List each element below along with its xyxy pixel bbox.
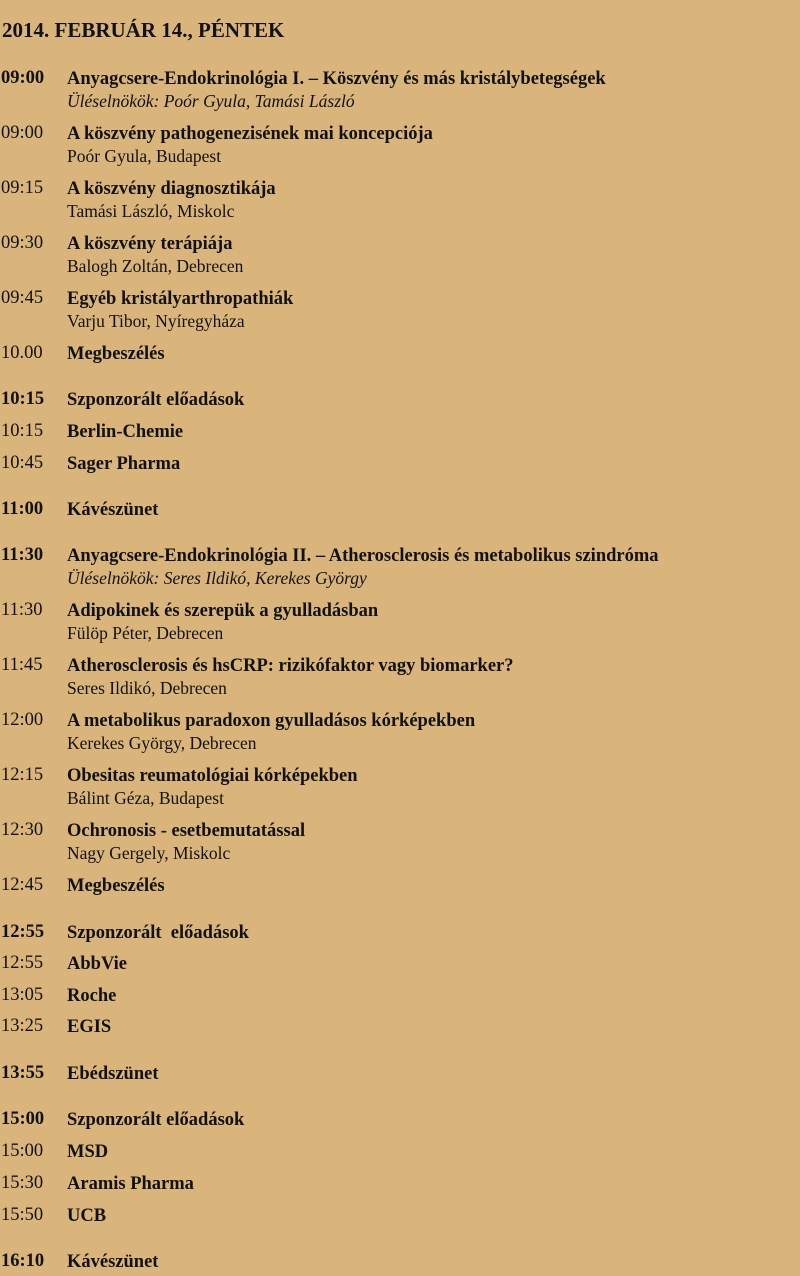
entry-content [67, 421, 800, 443]
entry-time: 10:15 [1, 389, 45, 409]
entry-time: 12:55 [1, 953, 44, 973]
entry-title: A köszvény terápiája [67, 234, 233, 254]
entry-time: 13:55 [1, 1063, 45, 1083]
entry-content [67, 1063, 800, 1085]
entry-time: 13:05 [1, 985, 44, 1005]
entry-title: A köszvény diagnosztikája [67, 179, 276, 199]
entry-title: MSD [67, 1142, 109, 1162]
entry-title: EGIS [67, 1017, 112, 1037]
entry-title: Ebédszünet [67, 1064, 159, 1084]
page-title: 2014. FEBRUÁR 14., PÉNTEK [2, 18, 285, 42]
entry-time: 12:55 [1, 922, 45, 942]
entry-title: Berlin-Chemie [67, 422, 184, 442]
entry-time: 11:00 [1, 499, 44, 519]
entry-time: 11:30 [1, 600, 43, 620]
entry-content [67, 499, 800, 521]
entry-content [67, 922, 800, 944]
entry-time: 11:30 [1, 545, 44, 565]
entry-title: Roche [67, 986, 117, 1006]
session-chairs: Üléselnökök: Seres Ildikó, Kerekes György [67, 568, 367, 588]
entry-speaker: Tamási László, Miskolc [67, 201, 235, 221]
entry-time: 09:45 [1, 288, 44, 308]
entry-speaker: Nagy Gergely, Miskolc [67, 843, 231, 863]
entry-content [67, 820, 800, 864]
entry-content [67, 453, 800, 475]
entry-time: 13:25 [1, 1016, 44, 1036]
entry-title: Obesitas reumatológiai kórképekben [67, 766, 358, 786]
entry-title: Szponzorált előadások [67, 390, 245, 410]
entry-content [67, 68, 800, 112]
entry-title: Ochronosis - esetbemutatással [67, 821, 306, 841]
entry-content [67, 710, 800, 754]
entry-content [67, 1141, 800, 1163]
entry-time: 12:15 [1, 765, 44, 785]
entry-title: AbbVie [67, 954, 127, 974]
entry-time: 11:45 [1, 655, 43, 675]
entry-speaker: Kerekes György, Debrecen [67, 733, 257, 753]
entry-title: A metabolikus paradoxon gyulladásos kórképekben [67, 711, 476, 731]
entry-time: 16:10 [1, 1251, 45, 1271]
entry-speaker: Seres Ildikó, Debrecen [67, 678, 227, 698]
entry-content [67, 288, 800, 332]
entry-speaker: Bálint Géza, Budapest [67, 788, 224, 808]
entry-content [67, 178, 800, 222]
entry-content [67, 765, 800, 809]
entry-time: 15:50 [1, 1205, 44, 1225]
entry-content [67, 343, 800, 365]
entry-speaker: Varju Tibor, Nyíregyháza [67, 311, 245, 331]
entry-time: 12:45 [1, 875, 44, 895]
entry-title: Kávészünet [67, 500, 159, 520]
entry-content [67, 123, 800, 167]
entry-title: Megbeszélés [67, 876, 165, 896]
entry-time: 10.00 [1, 343, 43, 363]
entry-title: Aramis Pharma [67, 1174, 194, 1194]
entry-content [67, 545, 800, 589]
entry-time: 09:00 [1, 123, 44, 143]
entry-speaker: Balogh Zoltán, Debrecen [67, 256, 244, 276]
entry-content [67, 875, 800, 897]
entry-time: 09:30 [1, 233, 44, 253]
entry-title: Anyagcsere-Endokrinológia II. – Atherosclerosis és metabolikus szindróma [67, 546, 659, 566]
entry-title: Anyagcsere-Endokrinológia I. – Köszvény és más kristálybetegségek [67, 69, 606, 89]
entry-title: A köszvény pathogenezisének mai koncepciója [67, 124, 433, 144]
entry-title: UCB [67, 1206, 107, 1226]
entry-time: 09:00 [1, 68, 45, 88]
entry-content [67, 655, 800, 699]
entry-speaker: Poór Gyula, Budapest [67, 146, 222, 166]
entry-time: 15:00 [1, 1109, 45, 1129]
entry-time: 15:00 [1, 1141, 44, 1161]
entry-content [67, 1205, 800, 1227]
entry-time: 12:00 [1, 710, 44, 730]
entry-time: 15:30 [1, 1173, 44, 1193]
entry-content [67, 985, 800, 1007]
entry-speaker: Fülöp Péter, Debrecen [67, 623, 224, 643]
entry-title: Megbeszélés [67, 344, 165, 364]
entry-title: Sager Pharma [67, 454, 181, 474]
entry-content [67, 600, 800, 644]
entry-title: Szponzorált előadások [67, 923, 249, 943]
entry-title: Adipokinek és szerepük a gyulladásban [67, 601, 379, 621]
entry-title: Kávészünet [67, 1252, 159, 1272]
entry-title: Atherosclerosis és hsCRP: rizikófaktor vagy biomarker? [67, 656, 514, 676]
entry-time: 12:30 [1, 820, 44, 840]
entry-content [67, 1251, 800, 1273]
entry-time: 09:15 [1, 178, 44, 198]
entry-content [67, 389, 800, 411]
entry-content [67, 1109, 800, 1131]
entry-time: 10:15 [1, 421, 44, 441]
entry-time: 10:45 [1, 453, 44, 473]
entry-content [67, 953, 800, 975]
entry-content [67, 1173, 800, 1195]
entry-content [67, 1016, 800, 1038]
session-chairs: Üléselnökök: Poór Gyula, Tamási László [67, 91, 355, 111]
entry-content [67, 233, 800, 277]
entry-title: Egyéb kristályarthropathiák [67, 289, 294, 309]
entry-title: Szponzorált előadások [67, 1110, 245, 1130]
